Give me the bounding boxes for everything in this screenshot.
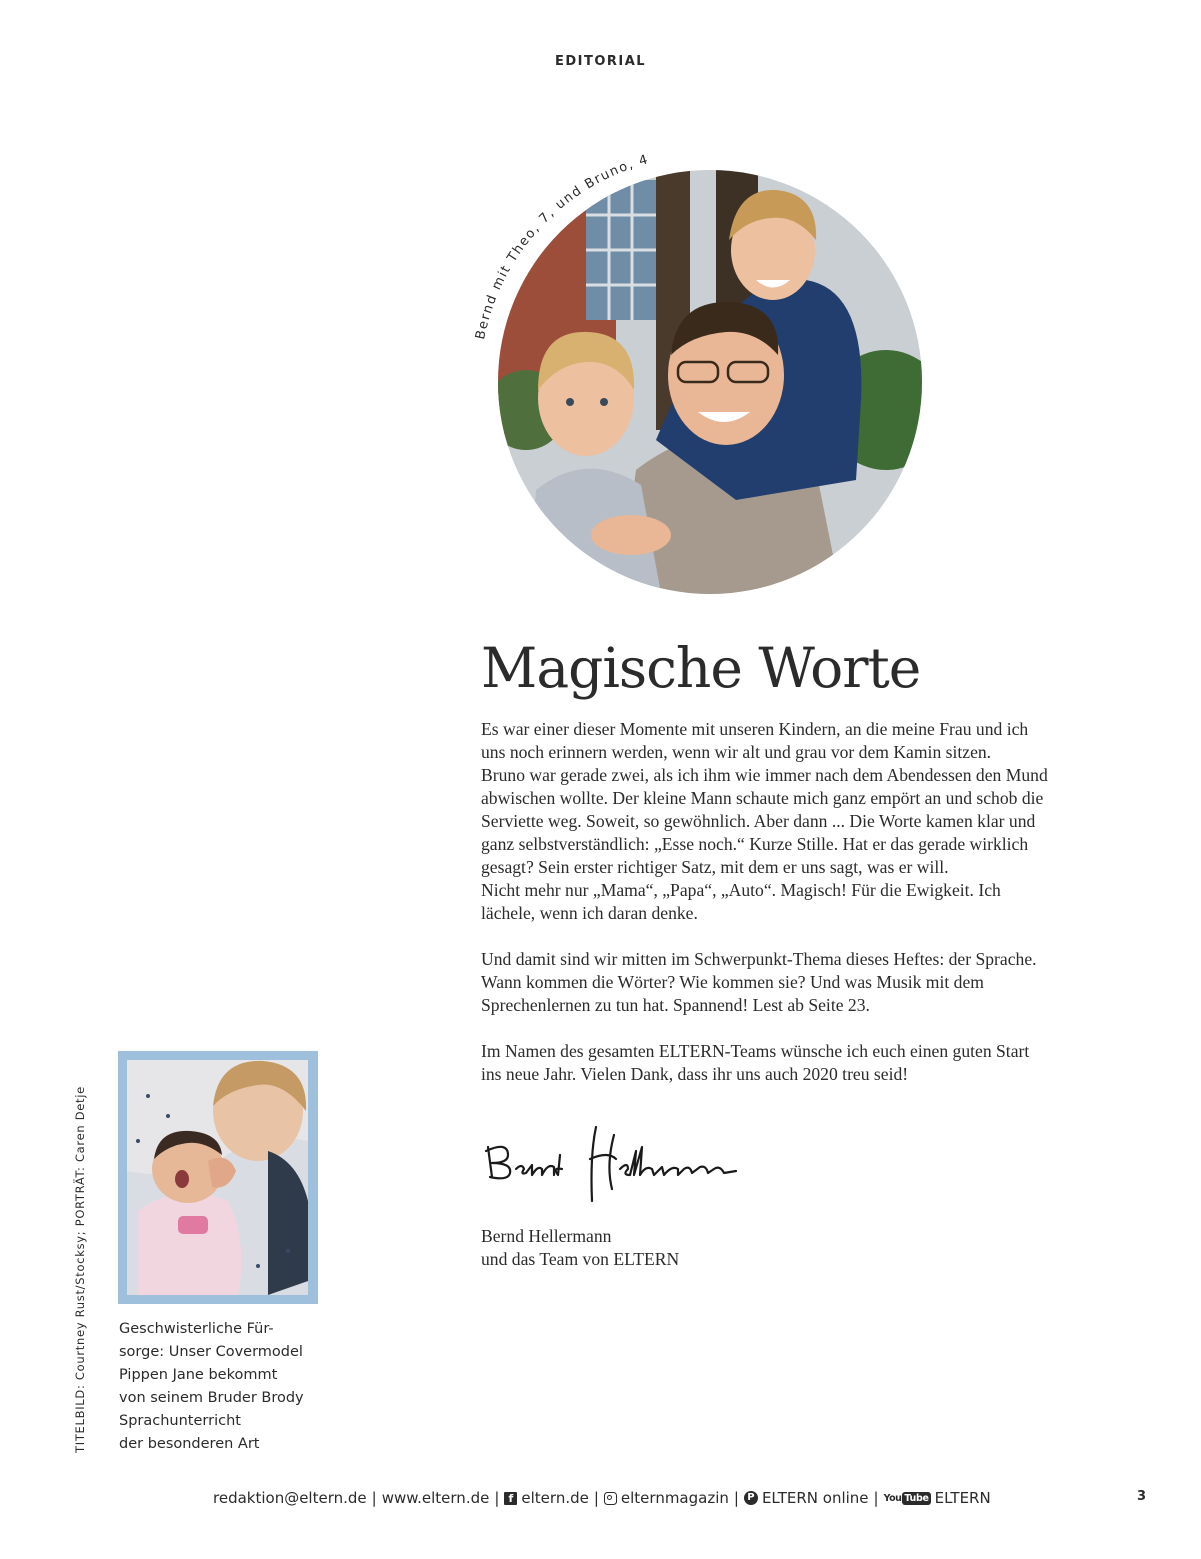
separator: | [733,1489,739,1507]
caption-line: sorge: Unser Covermodel [119,1344,303,1360]
caption-line: Pippen Jane bekommt [119,1367,278,1383]
text-line: Und damit sind wir mitten im Schwerpunkt-Thema dieses Heftes: der Sprache. [481,949,1037,969]
facebook-icon: f [504,1492,517,1505]
youtube-link[interactable]: ELTERN [934,1489,991,1507]
youtube-icon [884,1492,931,1505]
text-line: lächele, wenn ich daran denke. [481,903,698,923]
cover-photo [118,1051,318,1304]
family-photo-scene [466,140,946,620]
paragraph-3 [481,1040,1101,1086]
paragraph-1 [481,718,1101,925]
youtube-logo-you: You [883,1492,902,1504]
page-number: 3 [1137,1489,1147,1504]
separator: | [593,1489,599,1507]
text-line: gesagt? Sein erster richtiger Satz, mit dem er uns sagt, was er will. [481,857,949,877]
author-name: Bernd Hellermann [481,1226,612,1246]
page-title: Magische Worte [481,636,921,700]
instagram-link[interactable]: elternmagazin [620,1489,729,1507]
signature-image [478,1115,753,1215]
text-line: ins neue Jahr. Vielen Dank, dass ihr uns auch 2020 treu seid! [481,1064,909,1084]
cover-photo-scene [127,1060,308,1295]
youtube-logo-tube: Tube [904,1492,929,1504]
separator: | [873,1489,879,1507]
caption-line: der besonderen Art [119,1436,260,1452]
text-line: Serviette weg. Soweit, so gewöhnlich. Aber dann ... Die Worte kamen klar und [481,811,1036,831]
text-line: uns noch erinnern werden, wenn wir alt und grau vor dem Kamin sitzen. [481,742,992,762]
pinterest-icon: P [744,1491,758,1505]
portrait-caption: Bernd mit Theo, 7, und Bruno, 4 [473,152,651,341]
cover-photo-caption [119,1318,304,1456]
text-line: Es war einer dieser Momente mit unseren Kindern, an die meine Frau und ich [481,719,1029,739]
text-line: Bruno war gerade zwei, als ich ihm wie immer nach dem Abendessen den Mund [481,765,1048,785]
text-line: abwischen wollte. Der kleine Mann schaute mich ganz empört an und schob die [481,788,1044,808]
section-label: EDITORIAL [554,54,647,69]
separator: | [494,1489,500,1507]
caption-line: Sprachunterricht [119,1413,241,1429]
article-body [481,718,1101,1109]
signoff [481,1225,679,1271]
text-line: ganz selbstverständlich: „Esse noch.“ Kurze Stille. Hat er das gerade wirklich [481,834,1029,854]
instagram-icon [604,1492,617,1505]
text-line: Sprechenlernen zu tun hat. Spannend! Lest ab Seite 23. [481,995,870,1015]
caption-line: von seinem Bruder Brody [119,1390,304,1406]
facebook-link[interactable]: eltern.de [521,1489,589,1507]
pinterest-link[interactable]: ELTERN online [761,1489,869,1507]
footer [213,1487,991,1509]
paragraph-2 [481,948,1101,1017]
caption-line: Geschwisterliche Für- [119,1321,274,1337]
text-line: Wann kommen die Wörter? Wie kommen sie? Und was Musik mit dem [481,972,984,992]
photo-credit: TITELBILD: Courtney Rust/Stocksy; PORTRÄT: Caren Detje [73,1086,87,1453]
text-line: Im Namen des gesamten ELTERN-Teams wünsche ich euch einen guten Start [481,1041,1030,1061]
team-line: und das Team von ELTERN [481,1249,680,1269]
email-link[interactable]: redaktion@eltern.de [213,1489,367,1507]
website-link[interactable]: www.eltern.de [381,1489,490,1507]
portrait-photo [466,140,946,620]
separator: | [371,1489,377,1507]
text-line: Nicht mehr nur „Mama“, „Papa“, „Auto“. Magisch! Für die Ewigkeit. Ich [481,880,1001,900]
